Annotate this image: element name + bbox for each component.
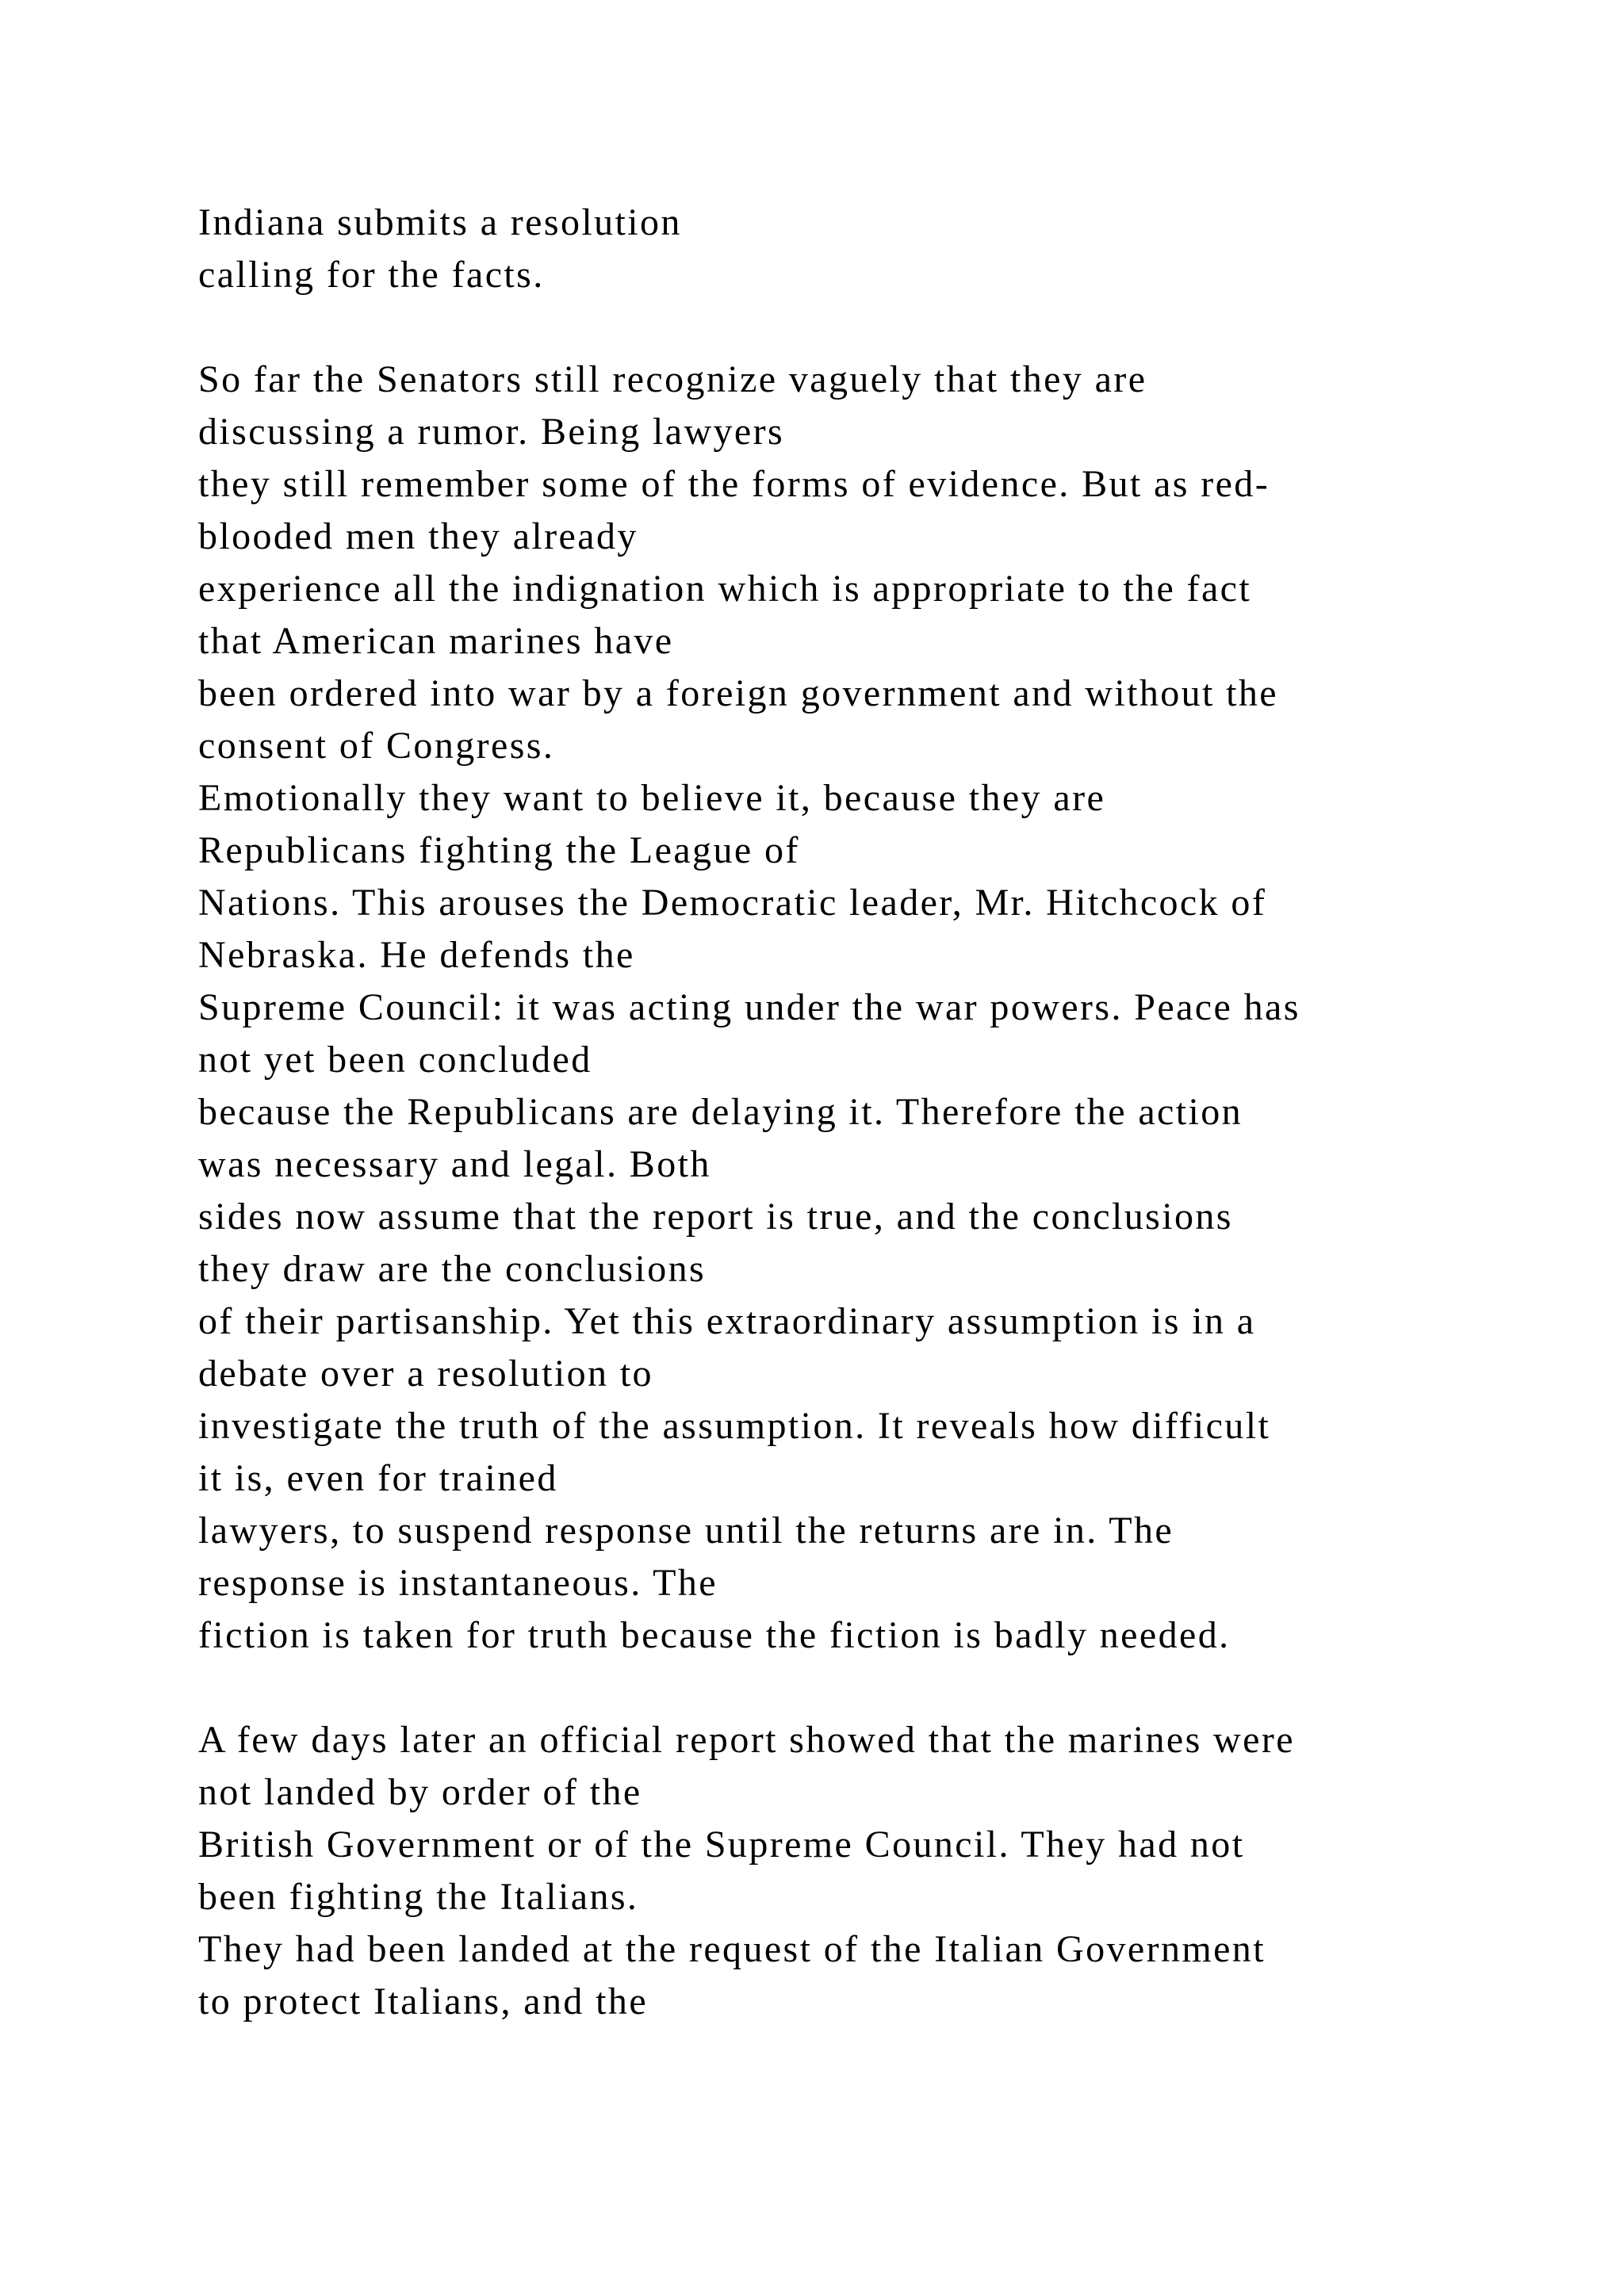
text-line: they draw are the conclusions: [198, 1248, 707, 1290]
text-line: that American marines have: [198, 620, 674, 662]
text-line: experience all the indignation which is appropriate to the fact: [198, 568, 1252, 610]
text-line: they still remember some of the forms of evidence. But as red-: [198, 463, 1270, 505]
paragraph-2: [198, 354, 1546, 1662]
paragraph-break: [198, 301, 1546, 354]
text-line: Nebraska. He defends the: [198, 934, 635, 976]
text-line: it is, even for trained: [198, 1457, 558, 1499]
text-line: investigate the truth of the assumption. It reveals how difficult: [198, 1405, 1271, 1447]
text-line: of their partisanship. Yet this extraordinary assumption is in a: [198, 1300, 1256, 1342]
text-line: So far the Senators still recognize vaguely that they are: [198, 358, 1147, 400]
text-line: consent of Congress.: [198, 725, 555, 767]
text-line: not yet been concluded: [198, 1039, 592, 1081]
text-line: because the Republicans are delaying it. Therefore the action: [198, 1091, 1243, 1133]
paragraph-3: [198, 1714, 1546, 2028]
text-line: blooded men they already: [198, 515, 638, 557]
text-line: been ordered into war by a foreign government and without the: [198, 672, 1279, 714]
text-line: British Government or of the Supreme Council. They had not: [198, 1823, 1245, 1866]
text-line: calling for the facts.: [198, 254, 545, 296]
text-line: Nations. This arouses the Democratic leader, Mr. Hitchcock of: [198, 882, 1267, 924]
text-line: They had been landed at the request of the Italian Government: [198, 1928, 1266, 1970]
text-line: Emotionally they want to believe it, because they are: [198, 777, 1106, 819]
text-line: debate over a resolution to: [198, 1353, 653, 1395]
text-line: response is instantaneous. The: [198, 1562, 718, 1604]
text-line: A few days later an official report showed that the marines were: [198, 1719, 1295, 1761]
text-line: was necessary and legal. Both: [198, 1143, 711, 1185]
document-body: [198, 197, 1546, 2028]
text-line: Supreme Council: it was acting under the war powers. Peace has: [198, 986, 1300, 1028]
text-line: discussing a rumor. Being lawyers: [198, 411, 785, 453]
text-line: Indiana submits a resolution: [198, 201, 682, 243]
text-line: Republicans fighting the League of: [198, 829, 800, 871]
text-line: been fighting the Italians.: [198, 1876, 639, 1918]
paragraph-1: [198, 197, 1546, 301]
text-line: to protect Italians, and the: [198, 1980, 649, 2022]
paragraph-break: [198, 1662, 1546, 1714]
text-line: fiction is taken for truth because the fiction is badly needed.: [198, 1614, 1231, 1656]
text-line: sides now assume that the report is true, and the conclusions: [198, 1196, 1233, 1238]
text-line: not landed by order of the: [198, 1771, 642, 1813]
text-line: lawyers, to suspend response until the returns are in. The: [198, 1510, 1174, 1552]
